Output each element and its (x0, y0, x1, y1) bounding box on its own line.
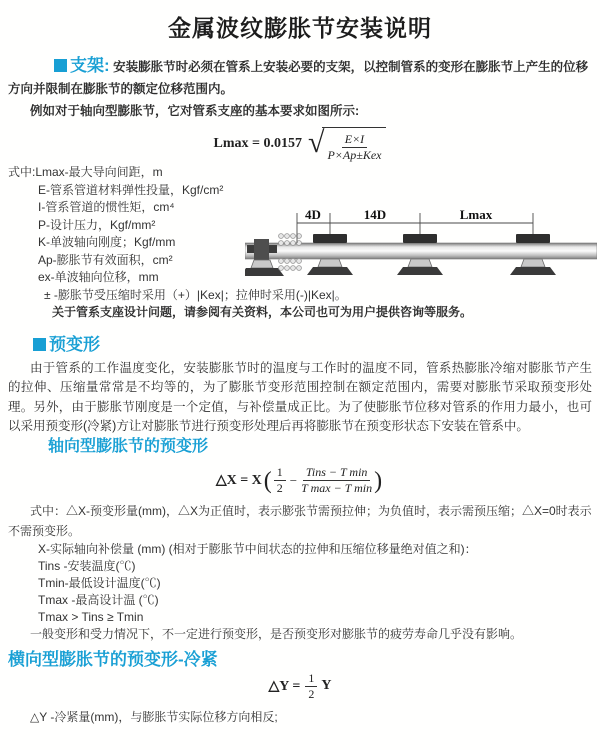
lmax-formula (0, 127, 600, 161)
section-header-preform: 预变形 (49, 334, 100, 354)
support-intro-paragraph (8, 55, 592, 100)
pipe-support-diagram (245, 205, 597, 290)
axial-item: Tmin-最低设计温度(℃) (38, 575, 161, 590)
axial-preform-formula: △X = X ( $\frac{1}{2}$ − $\frac{\text{Tins − T min}}{\text{T max − T min}}$ ) (215, 465, 383, 495)
definition-line: Ap-膨胀节有效面积，cm² (38, 252, 173, 267)
support-intro-text: 安装膨胀节时必须在管系上安装必要的支架，以控制管系的变形在膨胀节上产生的位移方向并限制在膨胀节的额定位移范围内。 (8, 60, 589, 96)
fraction: $\frac{E\times I}{\text{P×Ap±Kex}}$ (327, 131, 382, 162)
lateral-preform-formula: △Y = $\frac{1}{2}$ Y (268, 670, 332, 701)
radical-sign: √ (308, 125, 325, 159)
axial-subsection-title: 轴向型膨胀节的预变形 (48, 437, 209, 455)
axial-item: X-实际轴向补偿量 (mm) (相对于膨胀节中间状态的拉伸和压缩位移量绝对值之和)： (38, 541, 477, 556)
consult-note: 关于管系支座设计问题，请参阅有关资料，本公司也可为用户提供咨询等服务。 (52, 305, 473, 319)
axial-symbol-list (0, 541, 600, 626)
page-title: 金属波纹膨胀节安装说明 (168, 15, 432, 41)
definition-line: K-单波轴向刚度；Kgf/mm (38, 235, 176, 249)
preform-section-header (33, 334, 600, 357)
definition-line: 式中:Lmax-最大导向间距，m (8, 165, 163, 179)
square-root (308, 127, 386, 162)
definition-line: E-管系管道材料弹性投量，Kgf/cm² (38, 182, 224, 197)
preform-paragraph: 由于管系的工作温度变化，安装膨胀节时的温度与工作时的温度不同，管系热膨胀冷缩对膨胀节产生的拉伸、压缩量常常是不均等的，为了膨胀节变形范围控制在额定范围内，需要对膨胀节采取预变形处理。另外，由于膨胀节刚度是一个定值，与补偿量成正比。为了使膨胀节位移对管系的作用力最小，也可以采用预变形(冷紧)方让对膨胀节进行预变形处理后再将膨胀节在预变形状态下安装在管系中。 (8, 360, 592, 433)
formula-lhs: Lmax = 0.0157 (213, 136, 302, 151)
axial-item: Tins -安装温度(℃) (38, 558, 136, 573)
lateral-note: △Y -冷紧量(mm)，与膨胀节实际位移方向相反; (30, 710, 278, 724)
section-header-support: 支架: (70, 56, 110, 75)
fraction-half: $\frac{1}{2}$ (305, 672, 317, 701)
axial-formula-explanation: 式中：△X-预变形量(mm)，△X为正值时，表示膨张节需预拉伸；为负值时，表示需预压缩；△X=0时表示不需预变形。 (8, 503, 592, 538)
dim-label-14d: 14D (363, 207, 387, 222)
fraction-temperature: $\frac{\text{Tins − T min}}{\text{T max − T min}}$ (301, 465, 373, 495)
axial-note: 一般变形和受力情况下，不一定进行预变形，是否预变形对膨胀节的疲劳寿命几乎没有影响。 (30, 626, 523, 641)
definition-line: I-管系管道的惯性矩，cm⁴ (38, 200, 175, 214)
fraction-half: $\frac{1}{2}$ (274, 466, 286, 495)
definition-line: ex-单波轴向位移，mm (38, 270, 159, 284)
blue-square-bullet-icon (33, 338, 46, 351)
plus-minus-note: ± -膨胀节受压缩时采用（+）|Kex|；拉伸时采用(-)|Kex|。 (44, 287, 347, 302)
dim-label-4d: 4D (305, 207, 321, 222)
blue-square-bullet-icon (54, 59, 67, 72)
axial-item: Tmax > Tins ≥ Tmin (38, 609, 144, 624)
support-example-line: 例如对于轴向型膨胀节，它对管系支座的基本要求如图所示: (30, 104, 360, 118)
axial-item: Tmax -最高设计温 (℃) (38, 592, 159, 607)
definition-line: P-设计压力，Kgf/mm² (38, 217, 156, 232)
dim-label-lmax: Lmax (459, 207, 493, 222)
lateral-subsection-title: 横向型膨胀节的预变形-冷紧 (8, 650, 218, 669)
